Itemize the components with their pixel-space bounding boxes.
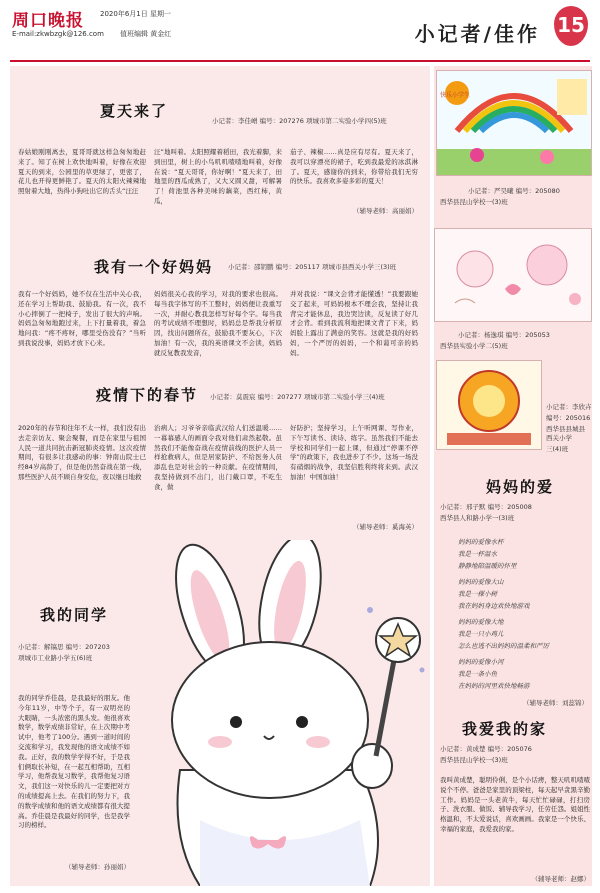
drawing-1-caption: 快乐小学生 <box>440 92 471 99</box>
article-title-home: 我爱我的家 <box>462 720 548 738</box>
poem-line: 我是一条小鱼 <box>458 670 497 678</box>
article-summer-col2: 汪”地叫着。太阳照耀着稻田，我光着脚，来到田里，树上的小鸟叽叽喳喳地叫着，好像在说：“夏天哥哥，你好啊！”夏天来了，田地里的西瓜成熟了，又大又圆又甜，可解暑了！荷池里各种美味的藕菜，西红柿，黄瓜， <box>154 148 282 205</box>
article-spring-col2: 治病人；习爷爷亲临武汉给人们送温暖……一幕幕感人的画面令我对他们肃然起敬。虽然我们不能像奋战在疫情前线的医护人员一样抢救病人，但是居家防护、不给医务人员添乱也是对社会的一种贡献。在疫情期间，我坚持做到不出门，出门戴口罩，不吃生食，做 <box>154 424 282 491</box>
issue-date: 2020年6月1日 星期一 <box>100 10 171 18</box>
article-title-motherslove: 妈妈的爱 <box>486 478 555 496</box>
section-title: 小记者/佳作 <box>414 22 540 46</box>
article-classmate-body: 我的同学乔佳晨，是我最好的朋友。他今年11岁，中等个子，有一双明亮的大眼睛，一头浓密的黑头发。他很喜欢数学，数学成绩非常好，在上次期中考试中，他考了100分。遇到一道时间的交流和学习，我发现他的语文成绩不如我。正好，我的数学学得不好，于是我们俩取长补短，在一起互相帮助，互相学习，他帮我复习数学，我帮他复习语文，我们这一对快乐的儿一定要把对方的成绩提高上去。在我们的努力下，我的数学成绩和他的语文成绩都有很大提高。乔佳晨是我最好的同学，也是我学习的榜样。 <box>18 694 130 830</box>
newspaper-logo: 周口晚报 <box>12 11 84 31</box>
article-title-mom: 我有一个好妈妈 <box>94 258 214 276</box>
poem-line: 妈妈的爱像水杯 <box>458 538 504 546</box>
poem-line: 我在妈妈身边欢快地游戏 <box>458 602 530 610</box>
bunny-illustration <box>140 540 428 886</box>
editor-line: 值班编辑 黄金红 <box>120 30 172 38</box>
email-line: E-mail:zkwbzgk@126.com <box>12 30 104 38</box>
byline-summer: 小记者：李佳嶒 编号：207276 项城市第二实验小学四(5)班 <box>212 117 387 125</box>
byline-home-2: 西华县昆山学校一(3)班 <box>440 756 508 764</box>
teacher-summer: （辅导老师：高丽娟） <box>353 207 418 215</box>
byline-motherslove-2: 西华县人和路小学一(3)班 <box>440 514 515 522</box>
teacher-classmate: （辅导老师：孙丽娟） <box>65 863 130 871</box>
drawing-3-byline-2: 编号：205016 <box>546 414 591 422</box>
header-rule <box>10 60 590 62</box>
article-mom-col2: 妈妈很关心我的学习，对我的要求也很高。每当我字体写的不工整时，妈妈便让我重写一次，并耐心教我怎样写好每个字。每当我的考试成绩不理想时，妈妈总是帮我分析原因，找出问题所在，鼓励我不要灰心，下次加油！有一次，我的英语课文不会读，妈妈就反复教我发音， <box>154 290 282 357</box>
poem-line: 我是一杯温水 <box>458 550 497 558</box>
byline-spring: 小记者：莫震宸 编号：207277 项城市第二实验小学三(4)班 <box>210 393 385 401</box>
poem-line: 静静地陪温暖的怀里 <box>458 562 517 570</box>
article-home-body: 我叫黄成楚，聪明伶俐，是个小话痨，整天叽叽喳喳说个不停。爸爸是家里的顶梁柱，每天起早贪黑辛勤工作。妈妈是一头老黄牛，每天忙忙碌碌，打扫房子、洗衣服、做饭、辅导我学习，任劳任怨。姐姐性格温和，不太爱说话，喜欢画画。我家是一个快乐、幸福的家庭，我爱我的家。 <box>440 776 590 833</box>
byline-classmate-2: 项城市工业路小学五(6)班 <box>18 654 93 662</box>
byline-motherslove-1: 小记者：邢子默 编号：205008 <box>440 503 532 511</box>
poem-line: 怎么也逃不出妈妈的温柔和严厉 <box>458 642 549 650</box>
article-summer-col3: 茄子、辣椒……真是应有尽有。夏天来了，我可以穿漂亮的裙子，吃到我最爱的冰淇淋了。夏天，感谢你的到来，你带给我们无穷的快乐。我喜欢多姿多彩的夏天！ <box>290 148 418 186</box>
drawing-1-byline-2: 西华县昆山学校一(3)班 <box>440 198 508 206</box>
poem-line: 我是一棵小树 <box>458 590 497 598</box>
byline-mom: 小记者：邵钥鹏 编号：205117 项城市县西关小学三(3)班 <box>228 263 397 271</box>
article-title-classmate: 我的同学 <box>40 606 109 624</box>
teacher-spring: （辅导老师：奚海英） <box>353 523 418 531</box>
drawing-3-byline-3: 西华县县城县西关小学 <box>546 425 585 442</box>
teacher-home: （辅导老师：赵娜） <box>531 875 590 883</box>
drawing-3-byline-1: 小记者：李欣卉 <box>546 403 592 411</box>
drawing-2-byline-1: 小记者：杨逸琪 编号：205053 <box>458 331 550 339</box>
article-title-summer: 夏天来了 <box>100 102 169 120</box>
poem-line: 我是一只小鸡儿 <box>458 630 504 638</box>
drawing-1-art <box>437 71 591 175</box>
drawing-3 <box>436 360 542 450</box>
poem-line: 妈妈的爱像大山 <box>458 578 504 586</box>
poem-line: 妈妈的爱像大地 <box>458 618 504 626</box>
article-spring-col3: 好防护；坚持学习，上午听网课、写作业，下午写读书、读诗、练字。虽然我们不能去学校和同学们一起上课，但通过“停课不停学”的政策下，我也进步了不少。这场一场没有硝烟的战争，我坚信胜利终将来到。武汉加油！中国加油！ <box>290 424 418 481</box>
article-mom-col3: 并对我说：“课文会背才能懂透！”我要跟她交了起来，可妈妈根本不理会我，坚持让我背完才能休息，我边哭边读，反复读了好几才会背。看到我流利地把课文背了下来，妈妈脸上露出了满意的笑容。这就是我的好妈妈，一个严厉的妈妈，一个和蔼可亲的妈妈。 <box>290 290 418 357</box>
poem-line: 妈妈的爱像小河 <box>458 658 504 666</box>
article-mom-col1: 我有一个好妈妈，她不仅在生活中关心我，还在学习上帮助我、鼓励我。有一次，我不小心摔倒了一把椅子，发出了很大的声响。妈妈急匆匆地跑过来，上下打量着我，着急地问我：“疼不疼呀，哪里受伤没有？”当听到我说没事，妈妈才放下心来。 <box>18 290 146 347</box>
byline-home-1: 小记者：黄成楚 编号：205076 <box>440 745 532 753</box>
poem-line: 在妈妈的河里欢快地畅游 <box>458 682 530 690</box>
drawing-3-art <box>437 361 541 449</box>
drawing-2 <box>434 228 592 322</box>
page-number-badge: 15 <box>554 6 588 46</box>
byline-classmate-1: 小记者：解镐思 编号：207203 <box>18 643 110 651</box>
teacher-motherslove: （辅导老师：刘蕊锦） <box>523 699 588 707</box>
article-summer-col1: 春姑娘刚刚离去，夏哥哥就这样急匆匆地赶来了。知了在树上欢快地叫着，好像在欢迎夏天的到来，公园里的草更绿了，更密了，花儿也开得更鲜艳了。夏天的太阳火辣辣地照射着大地，热得小狗吐出它的舌头“汪汪 <box>18 148 146 196</box>
drawing-3-byline-4: 三(4)班 <box>546 445 569 453</box>
poem-motherslove <box>458 536 588 692</box>
drawing-2-art <box>435 229 591 321</box>
drawing-1 <box>436 70 592 176</box>
article-spring-col1: 2020年的春节和往年不太一样，我们没有出去走亲访友、聚会聚餐，而是在家里与祖国人民一道共同抗击新冠肺炎疫情。这次疫情期间，有很多让我感动的事：钟南山院士已经84岁高龄了，但是他仍然奋战在第一线，那些医护人员不顾自身安危，夜以继日地救 <box>18 424 146 481</box>
article-title-spring: 疫情下的春节 <box>96 386 199 404</box>
drawing-1-byline-1: 小记者：严昊曦 编号：205080 <box>468 187 560 195</box>
drawing-2-byline-2: 西华县实验小学二(5)班 <box>440 342 508 350</box>
